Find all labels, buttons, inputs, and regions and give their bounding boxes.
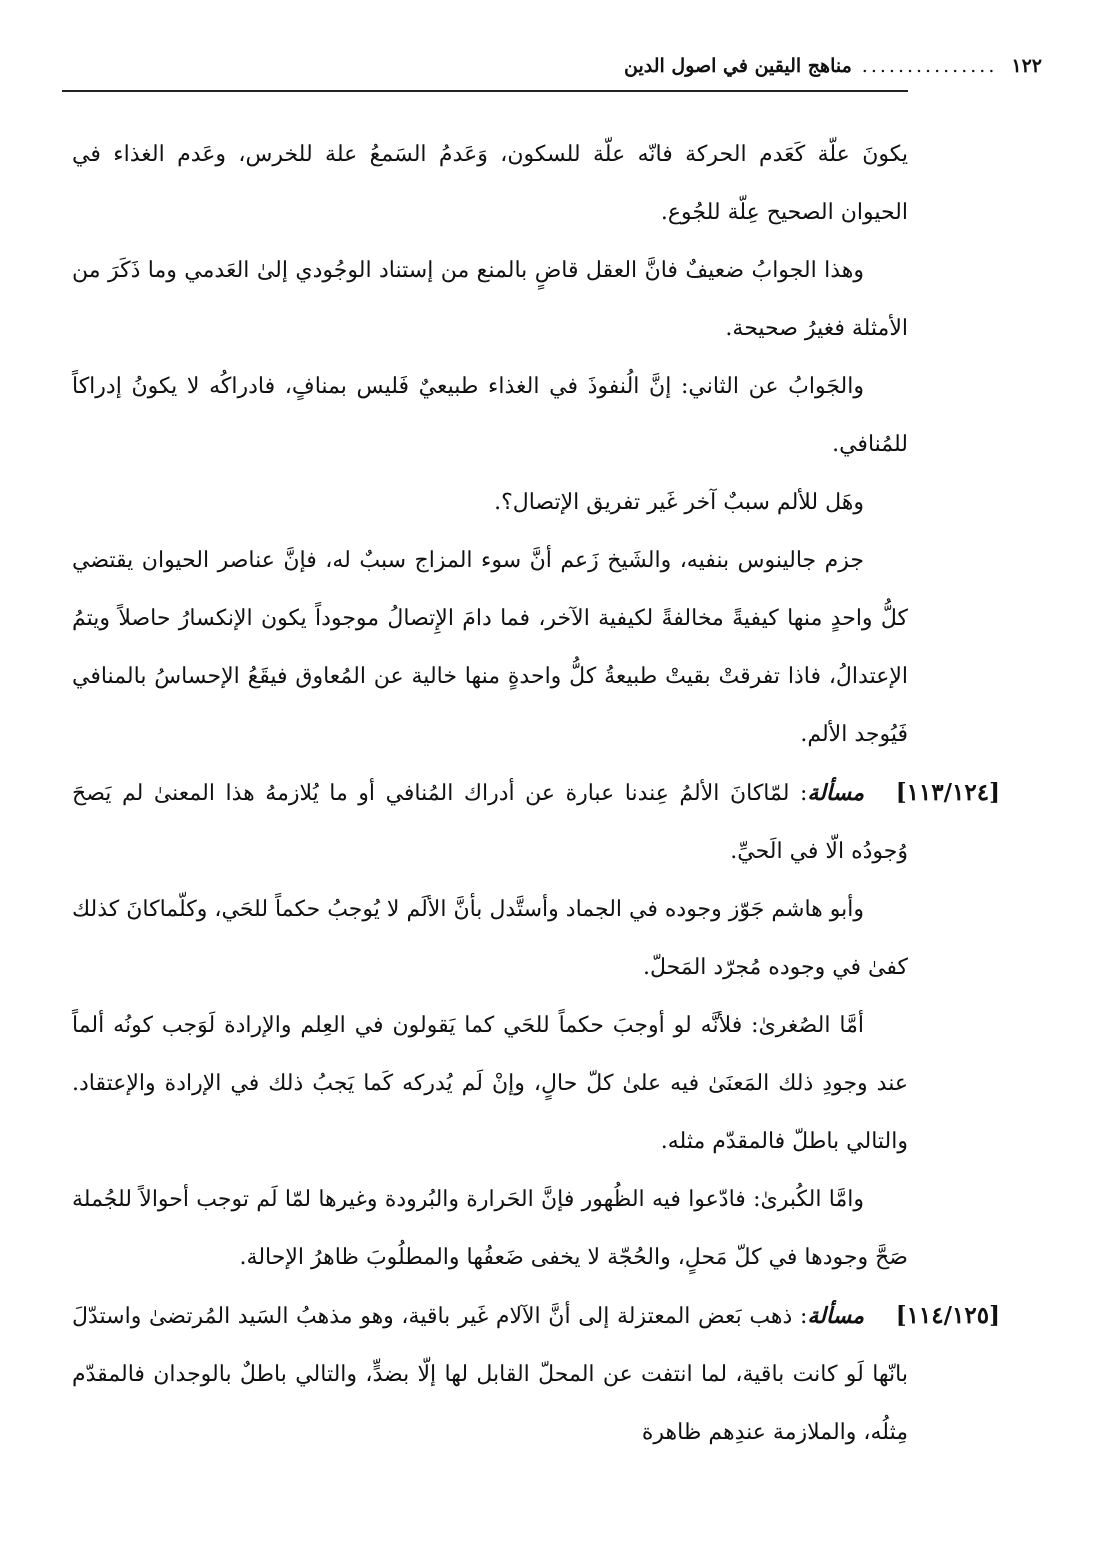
paragraph-8 bbox=[72, 997, 908, 1171]
paragraph-9 bbox=[72, 1171, 908, 1287]
issue-number: [١١٤/١٢٥] bbox=[895, 1302, 1000, 1329]
paragraph-text: وأبو هاشم جَوّز وجوده في الجماد وأستَّدل بأنَّ الألَم لا يُوجبُ حكماً للحَي، وكلّماكانَ كذلك كفىٰ في وجوده مُجرّد المَحلّ. bbox=[72, 897, 908, 980]
issue-keyword: مسألة bbox=[807, 1303, 864, 1329]
page-number: ١٢٢ bbox=[1011, 55, 1042, 77]
paragraph-1 bbox=[72, 126, 908, 242]
issue-keyword: مسألة bbox=[807, 780, 864, 806]
header-leader-dots: ............... bbox=[861, 55, 998, 77]
paragraph-text: وامَّا الكُبرىٰ: فادّعوا فيه الظُهور فإنَّ الحَرارة والبُرودة وغيرها لمّا لَم توجب أحوالاً للجُملة صَحَّ وجودها في كلّ مَحلٍ، والحُجّة لا يخفى ضَعفُها والمطلُوبَ ظاهرُ الإحالة. bbox=[72, 1187, 908, 1270]
issue-paragraph-113 bbox=[72, 764, 1000, 881]
paragraph-7 bbox=[72, 881, 908, 997]
header-rule bbox=[62, 90, 908, 92]
running-header bbox=[62, 46, 1042, 86]
paragraph-2 bbox=[72, 242, 908, 358]
paragraph-5 bbox=[72, 532, 908, 764]
paragraph-text: يكونَ علّة كَعَدم الحركة فانّه علّة للسكون، وَعَدمُ السَمعُ علة للخرس، وعَدم الغذاء في الحيوان الصحيح عِلّة للجُوع. bbox=[72, 142, 908, 225]
paragraph-text: والجَوابُ عن الثاني: إنَّ الُنفوذَ في الغذاء طبيعيٌ فَليس بمنافٍ، فادراكُه لا يكونُ إدراكاً للمُنافي. bbox=[72, 374, 908, 457]
paragraph-3 bbox=[72, 358, 908, 474]
paragraph-4 bbox=[72, 474, 908, 532]
paragraph-text: : لمّاكانَ الألمُ عِندنا عبارة عن أدراك المُنافي أو ما يُلازمهُ هذا المعنىٰ لم يَصحَ وُجودُه الّا في الَحيِّ. bbox=[72, 781, 908, 864]
paragraph-text: وهذا الجوابُ ضعيفٌ فانَّ العقل قاضٍ بالمنع من إستناد الوجُودي إلىٰ العَدمي وما ذَكَرَ من الأمثلة فغيرُ صحيحة. bbox=[72, 258, 908, 341]
book-title: مناهج اليقين في اصول الدين bbox=[623, 55, 852, 77]
issue-paragraph-114 bbox=[72, 1287, 1000, 1462]
issue-number: [١١٣/١٢٤] bbox=[895, 779, 1000, 806]
paragraph-text: وهَل للألم سببٌ آخر غَير تفريق الإتصال؟. bbox=[494, 490, 864, 515]
page-body bbox=[72, 126, 1000, 1462]
paragraph-text: جزم جالينوس بنفيه، والشَيخ زَعم أنَّ سوء المزاج سببٌ له، فإنَّ عناصر الحيوان يقتضي كلُّ واحدٍ منها كيفيةً مخالفةً لكيفية الآخر، فما دامَ الإِتصالُ موجوداً يكون الإنكسارُ حاصلاً ويتمُ الإعتدالُ، فاذا تفرقتْ بقيتْ طبيعةُ كلُّ واحدةٍ منها خالية عن المُعاوق فيقَعُ الإحساسُ بالمنافي فَيُوجد الألم. bbox=[72, 548, 908, 747]
paragraph-text: أمَّا الصُغرىٰ: فلأنَّه لو أوجبَ حكماً للحَي كما يَقولون في العِلم والإرادة لَوَجب كونُه ألماً عند وجودِ ذلك المَعنَىٰ فيه علىٰ كلّ حالٍ، وإنْ لَم يُدركه كَما يَجبُ ذلك في الإرادة والإعتقاد. والتالي باطلّ فالمقدّم مثله. bbox=[72, 1013, 908, 1154]
paragraph-text: : ذهب بَعض المعتزلة إلى أنَّ الآلام غَير باقية، وهو مذهبُ السَيد المُرتضىٰ واستدّلَ بانّها لَو كانت باقية، لما انتفت عن المحلّ القابل لها إلّا بضدٍّ، والتالي باطلٌ بالوجدان فالمقدّم مِثلُه، والملازمة عندِهم ظاهرة bbox=[72, 1304, 908, 1445]
